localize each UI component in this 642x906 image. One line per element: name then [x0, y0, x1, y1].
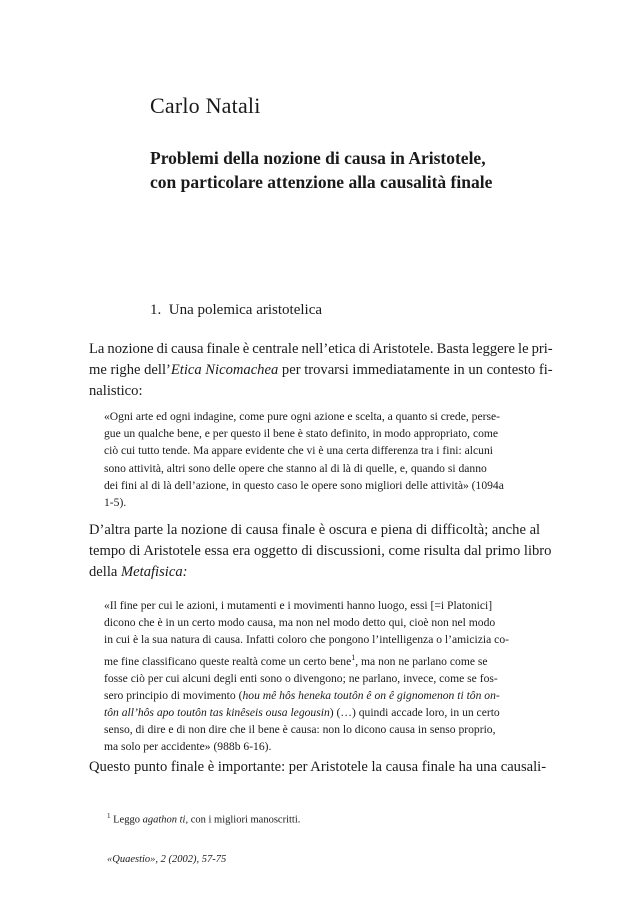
- paragraph-line: Questo punto finale è importante: per Aristotele la causa finale ha una causali-: [89, 759, 547, 775]
- quote-line: «Ogni arte ed ogni indagine, come pure ogni azione e scelta, a quanto si crede, perse-: [104, 410, 500, 423]
- block-quote-2: [104, 597, 554, 756]
- footnote: [107, 812, 300, 826]
- book-title: Etica Nicomachea: [170, 362, 279, 378]
- text-run: ) (…) quindi accade loro, in un certo: [329, 706, 500, 720]
- text-run: per trovarsi immediatamente in un contesto fi-: [278, 362, 553, 378]
- text-run: sero principio di movimento (: [104, 688, 243, 702]
- footnote-number: 1: [107, 812, 111, 820]
- quote-line: 1-5).: [104, 496, 127, 510]
- section-heading: [150, 302, 322, 319]
- journal-citation: «Quaestio», 2 (2002), 57-75: [107, 854, 227, 865]
- footnote-ref[interactable]: 1: [351, 652, 356, 662]
- paragraph-2: [89, 520, 553, 583]
- paragraph-line: D’altra parte la nozione di causa finale è oscura e piena di difficoltà; anche al: [89, 522, 541, 538]
- paragraph-line: tempo di Aristotele essa era oggetto di discussioni, come risulta dal primo libro: [89, 543, 552, 559]
- quote-line: [104, 687, 554, 704]
- greek-transliteration: hou mê hôs heneka toutôn ê on ê gignomenon ti tôn on-: [242, 688, 500, 702]
- paper-title: [150, 146, 570, 194]
- paragraph-line: La nozione di causa finale è centrale nell’etica di Aristotele. Basta leggere le pri-: [89, 341, 553, 357]
- quote-line: dei fini al di là dell’azione, in questo caso le opere sono migliori delle attività» (1094a: [104, 478, 504, 492]
- quote-line: sono attività, altri sono delle opere che stanno al di là di quelle, e, quando si danno: [104, 461, 487, 475]
- paragraph-line: [89, 360, 553, 381]
- text-run: me righe dell’: [89, 362, 171, 378]
- author-name: Carlo Natali: [150, 93, 261, 118]
- text-run: della: [89, 564, 122, 580]
- quote-line: fosse ciò per cui alcuni degli enti sono o divengono; ne parlano, invece, come se fos-: [104, 671, 498, 685]
- section-number: 1.: [150, 302, 162, 318]
- quote-line: ma solo per accidente» (988b 6-16).: [104, 740, 272, 754]
- text-run: con i migliori manoscritti.: [188, 814, 301, 826]
- paragraph-line: [89, 562, 553, 583]
- quote-line: «Il fine per cui le azioni, i mutamenti e i movimenti hanno luogo, essi [=i Platonici]: [104, 599, 493, 612]
- quote-line: senso, di dire e di non dire che il bene è causa: non lo dicono causa in senso proprio,: [104, 723, 496, 737]
- title-line-1: Problemi della nozione di causa in Aristotele,: [150, 148, 486, 168]
- quote-line: [104, 649, 554, 670]
- paragraph-3: [89, 757, 553, 778]
- greek-transliteration: agathon ti,: [142, 814, 189, 826]
- quote-line: dicono che è in un certo modo causa, ma non nel modo detto qui, cioè non nel modo: [104, 616, 496, 630]
- book-title: Metafisica:: [121, 564, 188, 580]
- quote-line: [104, 704, 554, 721]
- block-quote-1: [104, 408, 554, 511]
- paragraph-1: [89, 339, 553, 402]
- paragraph-line: nalistico:: [89, 383, 143, 399]
- greek-transliteration: tôn all’hôs apo toutôn tas kinêseis ousa legousin: [104, 706, 330, 720]
- quote-line: gue un qualche bene, e per questo il bene è stato definito, in modo appropriato, come: [104, 427, 499, 441]
- text-run: , ma non ne parlano come se: [355, 654, 488, 668]
- quote-line: ciò cui tutto tende. Ma appare evidente che vi è una certa differenza tra i fini: alcuni: [104, 444, 493, 458]
- title-line-2: con particolare attenzione alla causalità finale: [150, 172, 493, 192]
- text-run: Leggo: [110, 814, 143, 826]
- quote-line: in cui è la sua natura di causa. Infatti coloro che pongono l’intelligenza o l’amicizia co-: [104, 633, 509, 647]
- section-title: Una polemica aristotelica: [168, 302, 323, 318]
- text-run: me fine classificano queste realtà come un certo bene: [104, 654, 352, 668]
